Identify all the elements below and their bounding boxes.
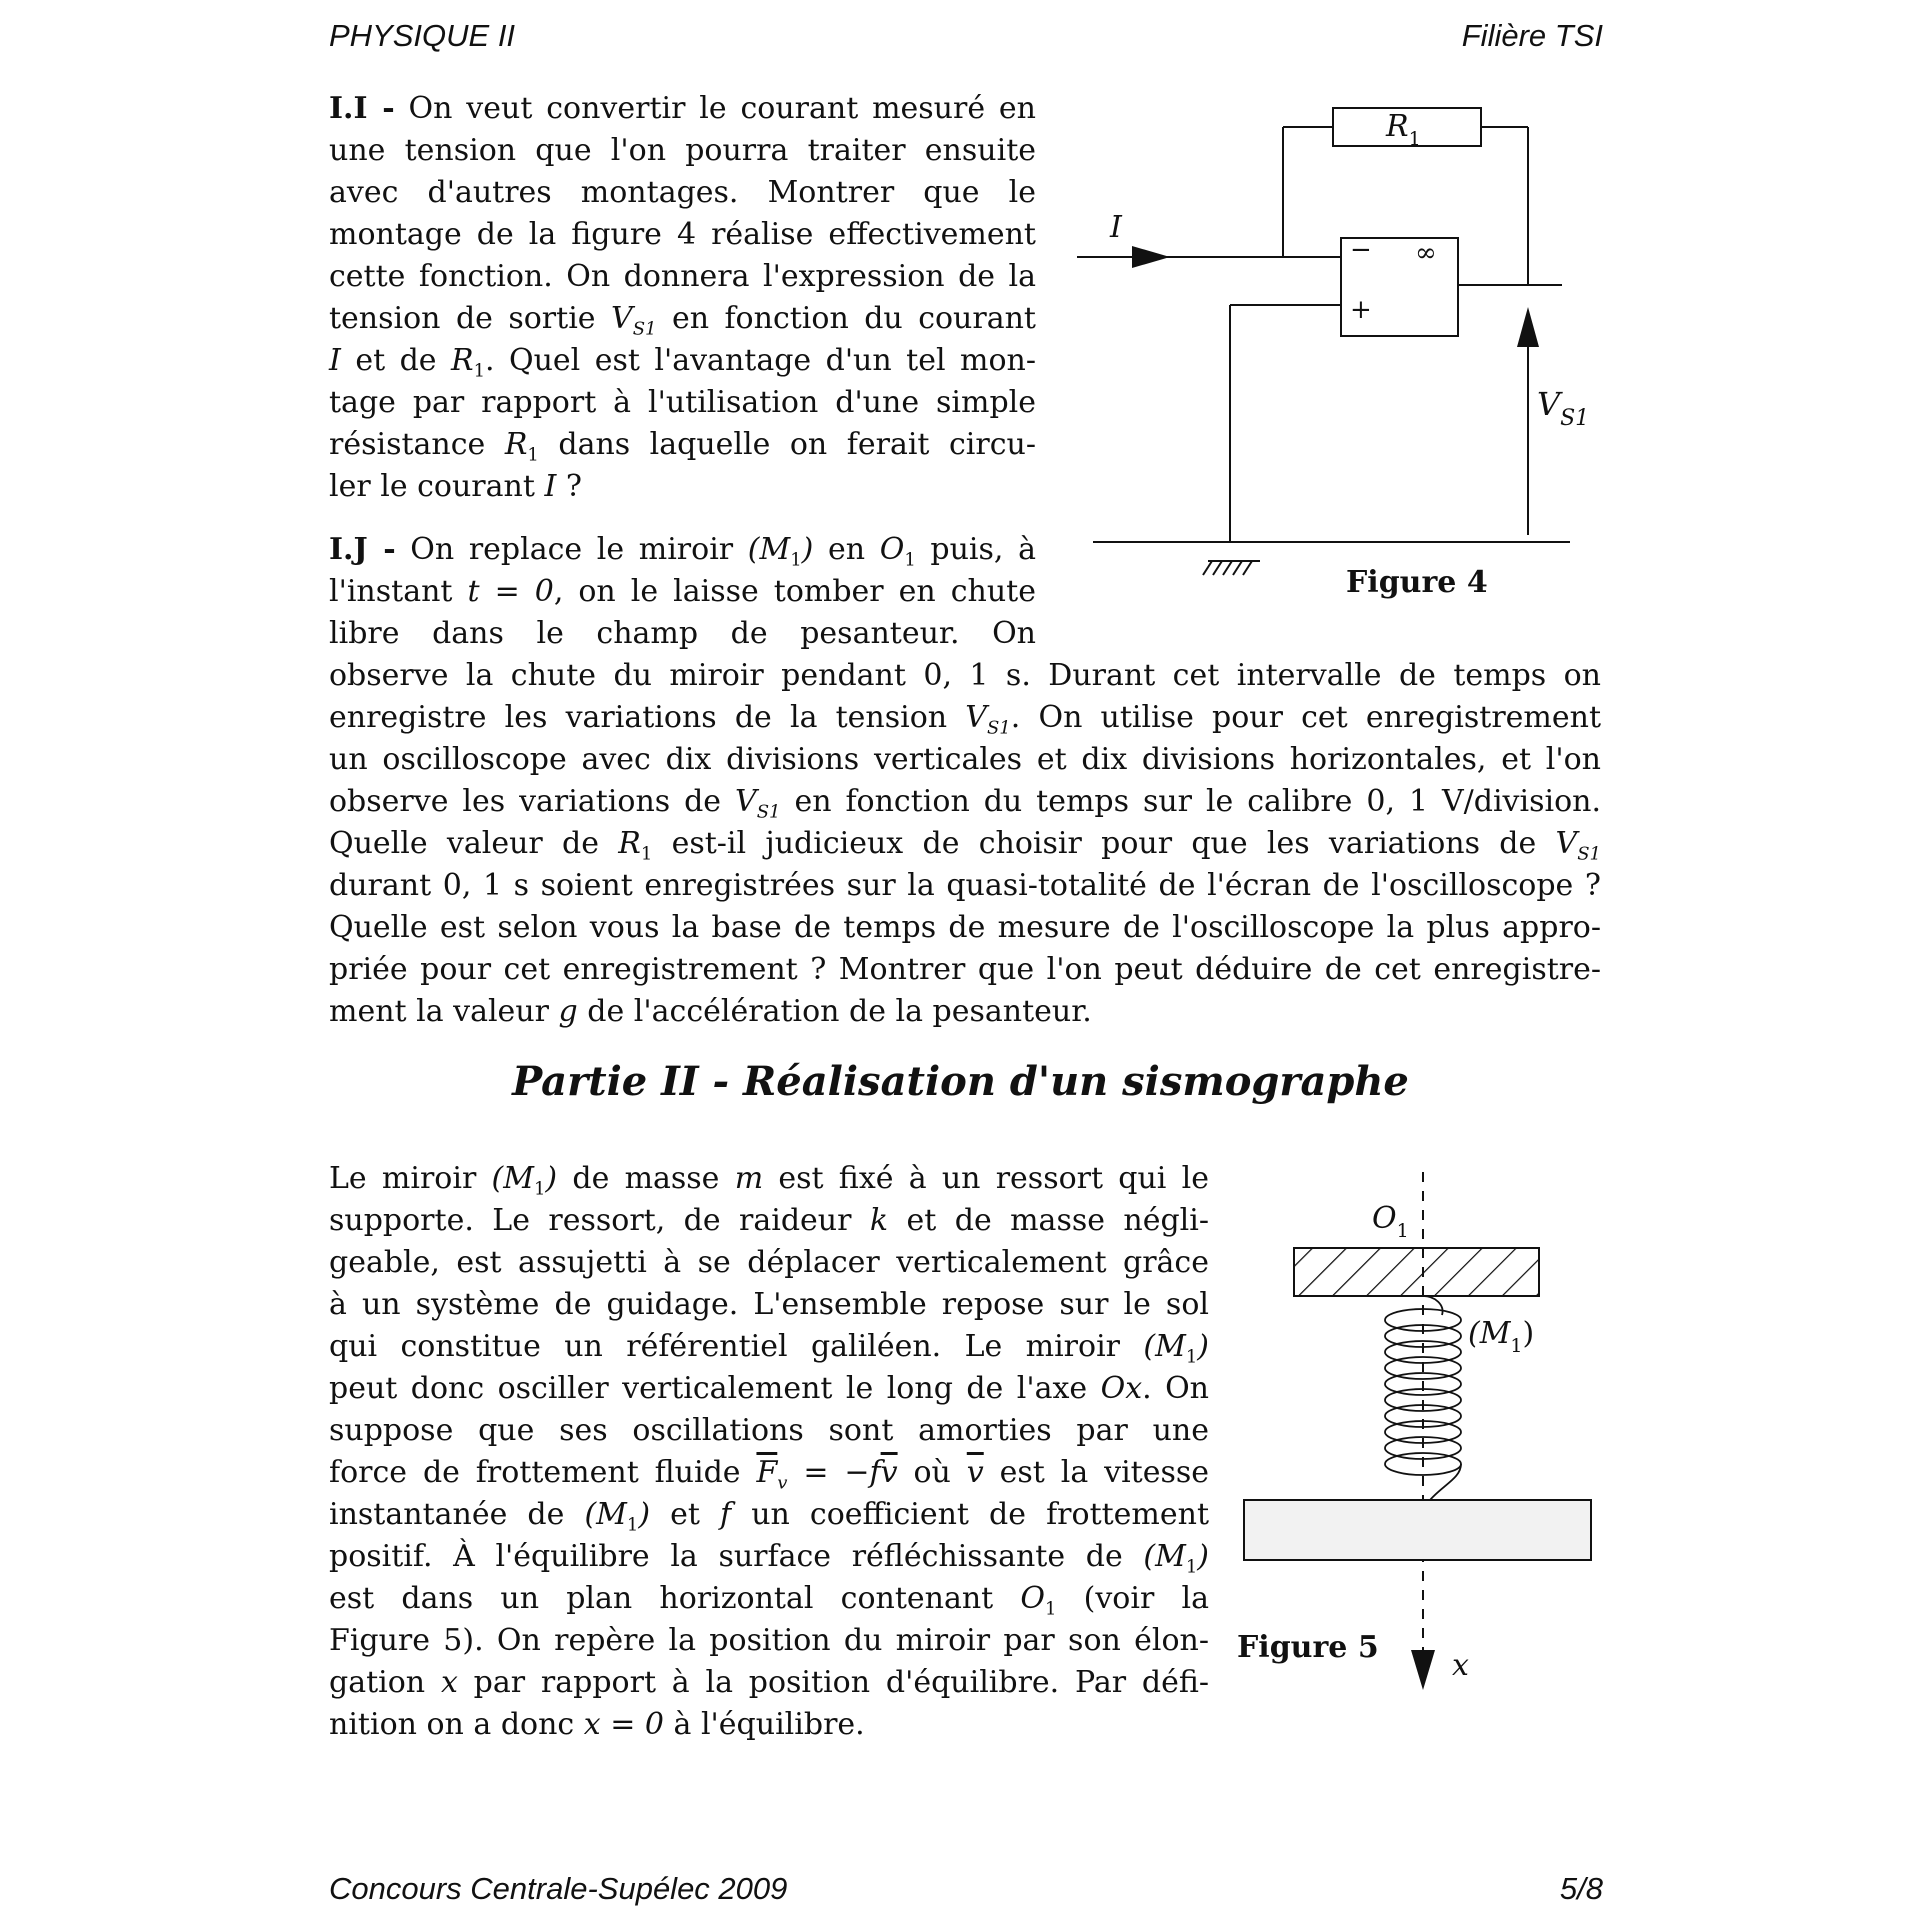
current-arrow (1132, 246, 1170, 268)
x-axis-arrow (1411, 1650, 1435, 1690)
label-r1: $R_1$ (1386, 109, 1421, 150)
label-o1: $O_1$ (1372, 1201, 1409, 1242)
section-ii-text: I.I - On veut convertir le courant mesuré en une tension que l'on pourra traiter ensuite avec d'autres montages. Montrer que le montage de la figure 4 réalise effectivement cette fonction. On donnera l'expression de la tension de sortie $V_{S1}$ en fonction du courant I et de $R_1$. Quel est l'avantage d'un tel mon- tage par rapport à l'utilisation d'une simple résistance $R_1$ dans laquelle on ferait circu- ler le courant I ? (329, 91, 1037, 504)
label-m1: $(M_1)$ (1468, 1316, 1535, 1357)
header-right: Filière TSI (1461, 18, 1603, 53)
footer-left: Concours Centrale-Supélec 2009 (329, 1871, 788, 1906)
footer-right: 5/8 (1559, 1871, 1603, 1906)
label-ij: I.J - (329, 532, 396, 567)
label-i: I (1110, 210, 1122, 245)
label-ii: I.I - (329, 91, 395, 126)
opamp-minus: − (1350, 235, 1372, 265)
figure-4-caption: Figure 4 (1346, 565, 1488, 600)
figure-5 (1230, 1160, 1610, 1720)
section-ij-text-wide: observe la chute du miroir pendant 0, 1 s. Durant cet intervalle de temps on enregistre les variations de la tension $V_{S1}$. On utilise pour cet enregistrement un oscilloscope avec dix divisions verticales et dix divisions horizontales, et l'on observe les variations de $V_{S1}$ en fonction du temps sur le calibre 0, 1 V/division. Quelle valeur de $R_1$ est-il judicieux de choisir pour que les variations de $V_{S1}$ durant 0, 1 s soient enregistrées sur la quasi-totalité de l'écran de l'oscilloscope ? Quelle est selon vous la base de temps de mesure de l'oscilloscope la plus appro- priée pour cet enregistrement ? Montrer que l'on peut déduire de cet enregistre- ment la valeur g de l'accélération de la pesanteur. (329, 658, 1602, 1029)
support-block (1294, 1248, 1539, 1296)
figure-5-caption: Figure 5 (1237, 1630, 1379, 1665)
figure-4 (1070, 95, 1590, 615)
part-title: Partie II - Réalisation d'un sismographe (512, 1058, 1409, 1105)
voltage-arrow (1517, 307, 1539, 347)
section-ij-text-narrow: I.J - On replace le miroir $(M_1)$ en $O_1$ puis, à l'instant t = 0, on le laisse tomber en chute libre dans le champ de pesanteur. On (329, 532, 1036, 651)
base-plate (1244, 1500, 1591, 1560)
label-x: x (1452, 1648, 1469, 1683)
label-vs1: $V_{S1}$ (1537, 385, 1590, 431)
opamp-plus: + (1350, 295, 1372, 325)
header-left: PHYSIQUE II (329, 18, 516, 53)
opamp-infinity: ∞ (1415, 238, 1437, 268)
section-part2-text: Le miroir $(M_1)$ de masse m est fixé à un ressort qui le supporte. Le ressort, de raideur k et de masse négli- geable, est assujetti à se déplacer verticalement grâce à un système de guidage. L'ensemble repose sur le sol qui constitue un référentiel galiléen. Le miroir $(M_1)$ peut donc osciller verticalement le long de l'axe Ox. On suppose que ses oscillations sont amorties par une force de frottement fluide $\overline{F}_v = -f\overline{v}$ où $\overline{v}$ est la vitesse instantanée de $(M_1)$ et f un coefficient de frottement positif. À l'équilibre la surface réfléchissante de $(M_1)$ est dans un plan horizontal contenant $O_1$ (voir la Figure 5). On repère la position du miroir par son élon- gation x par rapport à la position d'équilibre. Par défi- nition on a donc x = 0 à l'équilibre. (329, 1161, 1210, 1742)
